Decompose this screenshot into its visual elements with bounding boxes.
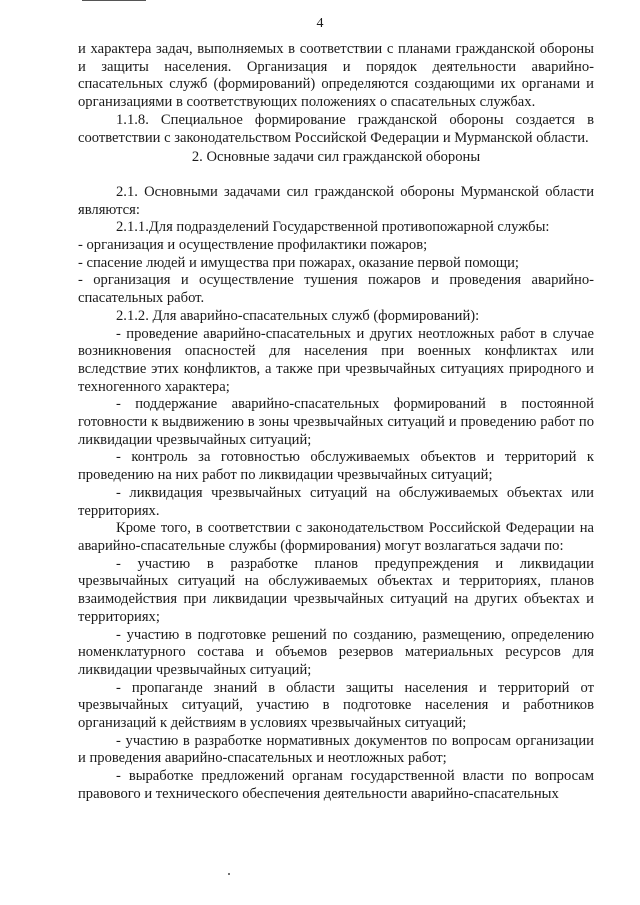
list-item: - спасение людей и имущества при пожарах, оказание первой помощи;	[78, 254, 519, 271]
paragraph-2-1-2: 2.1.2. Для аварийно-спасательных служб (формирований):	[116, 307, 480, 324]
paragraph-additional: Кроме того, в соответствии с законодательством Российской Федерации на аварийно-спасательные службы (формирования) могут возлагаться задачи по:	[78, 520, 594, 554]
section-heading: 2. Основные задачи сил гражданской обороны	[191, 149, 481, 166]
list-item: - контроль за готовностью обслуживаемых объектов и территорий к проведению на них работ по ликвидации чрезвычайных ситуаций;	[78, 449, 594, 484]
scan-speck	[228, 873, 230, 875]
list-item: - проведение аварийно-спасательных и других неотложных работ в случае возникновения опасностей для населения при военных конфликтах или вследствие этих конфликтов, а также при чрезвычайных ситуациях природного и техногенного характера;	[78, 325, 594, 395]
list-item: - пропаганде знаний в области защиты населения и территорий от чрезвычайных ситуаций, участию в подготовке населения и работников организаций к действиям в условиях чрезвычайных ситуаций;	[78, 679, 594, 732]
list-item: - участию в разработке нормативных документов по вопросам организации и проведения аварийно-спасательных и неотложных работ;	[78, 732, 594, 767]
paragraph-1-1-8: 1.1.8. Специальное формирование гражданской обороны создается в соответствии с законодательством Российской Федерации и Мурманской области.	[78, 111, 594, 146]
list-item: - участию в подготовке решений по созданию, размещению, определению номенклатурного состава и объемов резервов материальных ресурсов для ликвидации чрезвычайных ситуаций;	[78, 626, 594, 678]
list-item: - организация и осуществление тушения пожаров и проведения аварийно-спасательных работ.	[78, 272, 594, 307]
document-body	[78, 41, 594, 804]
paragraph-continuation: и характера задач, выполняемых в соответствии с планами гражданской обороны и защиты населения. Организация и порядок деятельности аварийно-спасательных служб (формирований) определяются создающими их органами и организациями в соответствующих положениях о спасательных службах.	[78, 41, 594, 111]
list-item: - поддержание аварийно-спасательных формирований в постоянной готовности к выдвижению в зоны чрезвычайных ситуаций и проведению работ по ликвидации чрезвычайных ситуаций;	[78, 396, 594, 448]
paragraph-2-1-1: 2.1.1.Для подразделений Государственной противопожарной службы:	[116, 219, 550, 236]
list-item: - выработке предложений органам государственной власти по вопросам правового и технического обеспечения деятельности аварийно-спасательных	[78, 768, 594, 802]
top-rule	[82, 0, 146, 1]
list-item: - организация и осуществление профилактики пожаров;	[78, 237, 428, 254]
list-item: - ликвидация чрезвычайных ситуаций на обслуживаемых объектах или территориях.	[78, 484, 594, 519]
page-number: 4	[316, 16, 324, 31]
list-item: - участию в разработке планов предупреждения и ликвидации чрезвычайных ситуаций на обслуживаемых объектах и территориях, планов взаимодействия при ликвидации чрезвычайных ситуаций на других объектах и территориях;	[78, 555, 594, 625]
paragraph-2-1: 2.1. Основными задачами сил гражданской обороны Мурманской области являются:	[78, 183, 594, 218]
